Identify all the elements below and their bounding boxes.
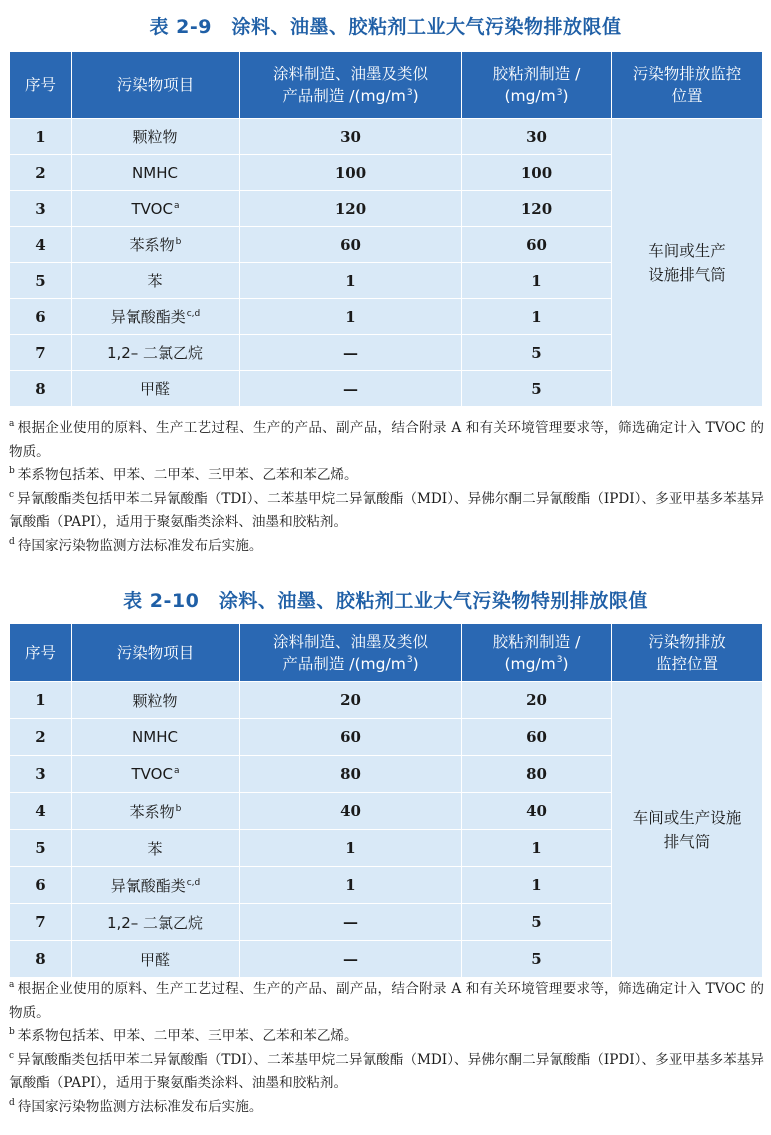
header-location-line1: 污染物排放 (648, 632, 726, 651)
cell-item: TVOC$^a$ (72, 756, 240, 793)
cell-value-coating: 20 (240, 682, 462, 719)
cell-item: 苯系物$^b$ (72, 227, 240, 263)
cell-item: TVOC$^a$ (72, 191, 240, 227)
cell-no: 3 (10, 191, 72, 227)
cell-value-coating: 120 (240, 191, 462, 227)
cell-value-adhesive: 30 (462, 119, 612, 155)
cell-value-coating: — (240, 941, 462, 978)
cell-item: 苯 (72, 263, 240, 299)
unit-close: ) (562, 87, 569, 105)
cell-item: 1,2– 二氯乙烷 (72, 904, 240, 941)
table-header-row (10, 52, 763, 119)
cell-value-coating: 1 (240, 830, 462, 867)
cell-item: 1,2– 二氯乙烷 (72, 335, 240, 371)
cell-no: 4 (10, 793, 72, 830)
header-adhesive-line1: 胶粘剂制造 / (492, 632, 581, 651)
cell-item: 异氰酸酯类$^{c,d}$ (72, 299, 240, 335)
cell-value-coating: 100 (240, 155, 462, 191)
cell-value-coating: 1 (240, 263, 462, 299)
cell-no: 3 (10, 756, 72, 793)
cell-value-adhesive: 5 (462, 371, 612, 407)
note-item: $^b$ 苯系物包括苯、甲苯、二甲苯、三甲苯、乙苯和苯乙烯。 (9, 1027, 358, 1044)
table-notes (9, 417, 764, 558)
unit-superscript: 3 (406, 87, 413, 98)
cell-no: 7 (10, 904, 72, 941)
header-item: 污染物项目 (72, 52, 240, 119)
cell-value-adhesive: 60 (462, 227, 612, 263)
cell-item: NMHC (72, 719, 240, 756)
cell-value-coating: 60 (240, 227, 462, 263)
unit-superscript: 3 (406, 655, 413, 666)
cell-value-adhesive: 120 (462, 191, 612, 227)
note-item: $^d$ 待国家污染物监测方法标准发布后实施。 (9, 536, 263, 554)
cell-value-adhesive: 60 (462, 719, 612, 756)
cell-no: 5 (10, 263, 72, 299)
cell-no: 5 (10, 830, 72, 867)
cell-no: 8 (10, 371, 72, 407)
cell-no: 6 (10, 299, 72, 335)
cell-value-coating: 60 (240, 719, 462, 756)
table-row (10, 682, 763, 719)
header-location-line2: 监控位置 (655, 654, 718, 673)
header-adhesive-line2: (mg/m (504, 87, 556, 105)
cell-value-adhesive: 40 (462, 793, 612, 830)
cell-value-adhesive: 100 (462, 155, 612, 191)
cell-item: 异氰酸酯类$^{c,d}$ (72, 867, 240, 904)
header-coating-ink-line2: 产品制造 /(mg/m (282, 654, 406, 673)
header-adhesive (462, 52, 612, 119)
cell-value-adhesive: 80 (462, 756, 612, 793)
cell-value-adhesive: 5 (462, 335, 612, 371)
cell-value-adhesive: 1 (462, 867, 612, 904)
emission-limits-table (9, 51, 763, 407)
note-item: $^c$ 异氰酸酯类包括甲苯二异氰酸酯（TDI）、二苯基甲烷二异氰酸酯（MDI）、异佛尔酮二异氰酸酯（IPDI）、多亚甲基多苯基异氰酸酯（PAPI），适用于聚氨酯类涂料、油墨和胶粘剂。 (9, 1050, 764, 1091)
cell-item: NMHC (72, 155, 240, 191)
cell-value-adhesive: 1 (462, 299, 612, 335)
cell-no: 8 (10, 941, 72, 978)
cell-value-coating: 80 (240, 756, 462, 793)
cell-item: 苯系物$^b$ (72, 793, 240, 830)
note-item: $^c$ 异氰酸酯类包括甲苯二异氰酸酯（TDI）、二苯基甲烷二异氰酸酯（MDI）、异佛尔酮二异氰酸酯（IPDI）、多亚甲基多苯基异氰酸酯（PAPI），适用于聚氨酯类涂料、油墨和胶粘剂。 (9, 489, 764, 530)
header-coating-ink-line2: 产品制造 /(mg/m (282, 87, 406, 105)
header-item: 污染物项目 (72, 624, 240, 682)
header-coating-ink (240, 52, 462, 119)
header-coating-ink (240, 624, 462, 682)
cell-item: 甲醛 (72, 371, 240, 407)
header-adhesive (462, 624, 612, 682)
header-coating-ink-line1: 涂料制造、油墨及类似 (272, 632, 428, 651)
header-coating-ink-line1: 涂料制造、油墨及类似 (272, 65, 428, 83)
cell-value-adhesive: 5 (462, 941, 612, 978)
cell-value-adhesive: 20 (462, 682, 612, 719)
unit-close: ) (412, 654, 419, 673)
table-notes (9, 978, 764, 1119)
cell-value-coating: — (240, 904, 462, 941)
cell-no: 2 (10, 155, 72, 191)
cell-value-adhesive: 5 (462, 904, 612, 941)
header-adhesive-line1: 胶粘剂制造 / (492, 65, 581, 83)
cell-no: 1 (10, 682, 72, 719)
cell-monitoring-location: 车间或生产设施 排气筒 (612, 682, 763, 978)
header-adhesive-line2: (mg/m (504, 654, 556, 673)
cell-value-adhesive: 1 (462, 263, 612, 299)
table-title: 表 2-9 涂料、油墨、胶粘剂工业大气污染物排放限值 (149, 16, 622, 38)
note-item: $^a$ 根据企业使用的原料、生产工艺过程、生产的产品、副产品，结合附录 A 和有关环境管理要求等，筛选确定计入 TVOC 的物质。 (9, 980, 764, 1021)
unit-superscript: 3 (556, 87, 563, 98)
unit-superscript: 3 (556, 655, 563, 666)
header-no: 序号 (10, 52, 72, 119)
cell-no: 6 (10, 867, 72, 904)
cell-no: 4 (10, 227, 72, 263)
table-header-row (10, 624, 763, 682)
cell-item: 颗粒物 (72, 682, 240, 719)
note-item: $^b$ 苯系物包括苯、甲苯、二甲苯、三甲苯、乙苯和苯乙烯。 (9, 466, 358, 483)
cell-value-coating: — (240, 371, 462, 407)
cell-item: 颗粒物 (72, 119, 240, 155)
note-item: $^a$ 根据企业使用的原料、生产工艺过程、生产的产品、副产品，结合附录 A 和有关环境管理要求等，筛选确定计入 TVOC 的物质。 (9, 419, 764, 460)
unit-close: ) (562, 654, 569, 673)
unit-close: ) (412, 87, 419, 105)
cell-value-adhesive: 1 (462, 830, 612, 867)
cell-value-coating: — (240, 335, 462, 371)
note-item: $^d$ 待国家污染物监测方法标准发布后实施。 (9, 1097, 263, 1115)
cell-value-coating: 30 (240, 119, 462, 155)
header-monitoring-location (612, 624, 763, 682)
cell-no: 1 (10, 119, 72, 155)
header-location-line2: 位置 (671, 87, 703, 105)
cell-value-coating: 1 (240, 867, 462, 904)
cell-no: 2 (10, 719, 72, 756)
cell-value-coating: 40 (240, 793, 462, 830)
header-monitoring-location (612, 52, 763, 119)
cell-monitoring-location: 车间或生产 设施排气筒 (612, 119, 763, 407)
table-row (10, 119, 763, 155)
cell-item: 甲醛 (72, 941, 240, 978)
header-location-line1: 污染物排放监控 (632, 65, 742, 83)
cell-no: 7 (10, 335, 72, 371)
special-emission-limits-table (9, 623, 763, 978)
table-title: 表 2-10 涂料、油墨、胶粘剂工业大气污染物特别排放限值 (123, 590, 648, 612)
header-no: 序号 (10, 624, 72, 682)
cell-value-coating: 1 (240, 299, 462, 335)
cell-item: 苯 (72, 830, 240, 867)
